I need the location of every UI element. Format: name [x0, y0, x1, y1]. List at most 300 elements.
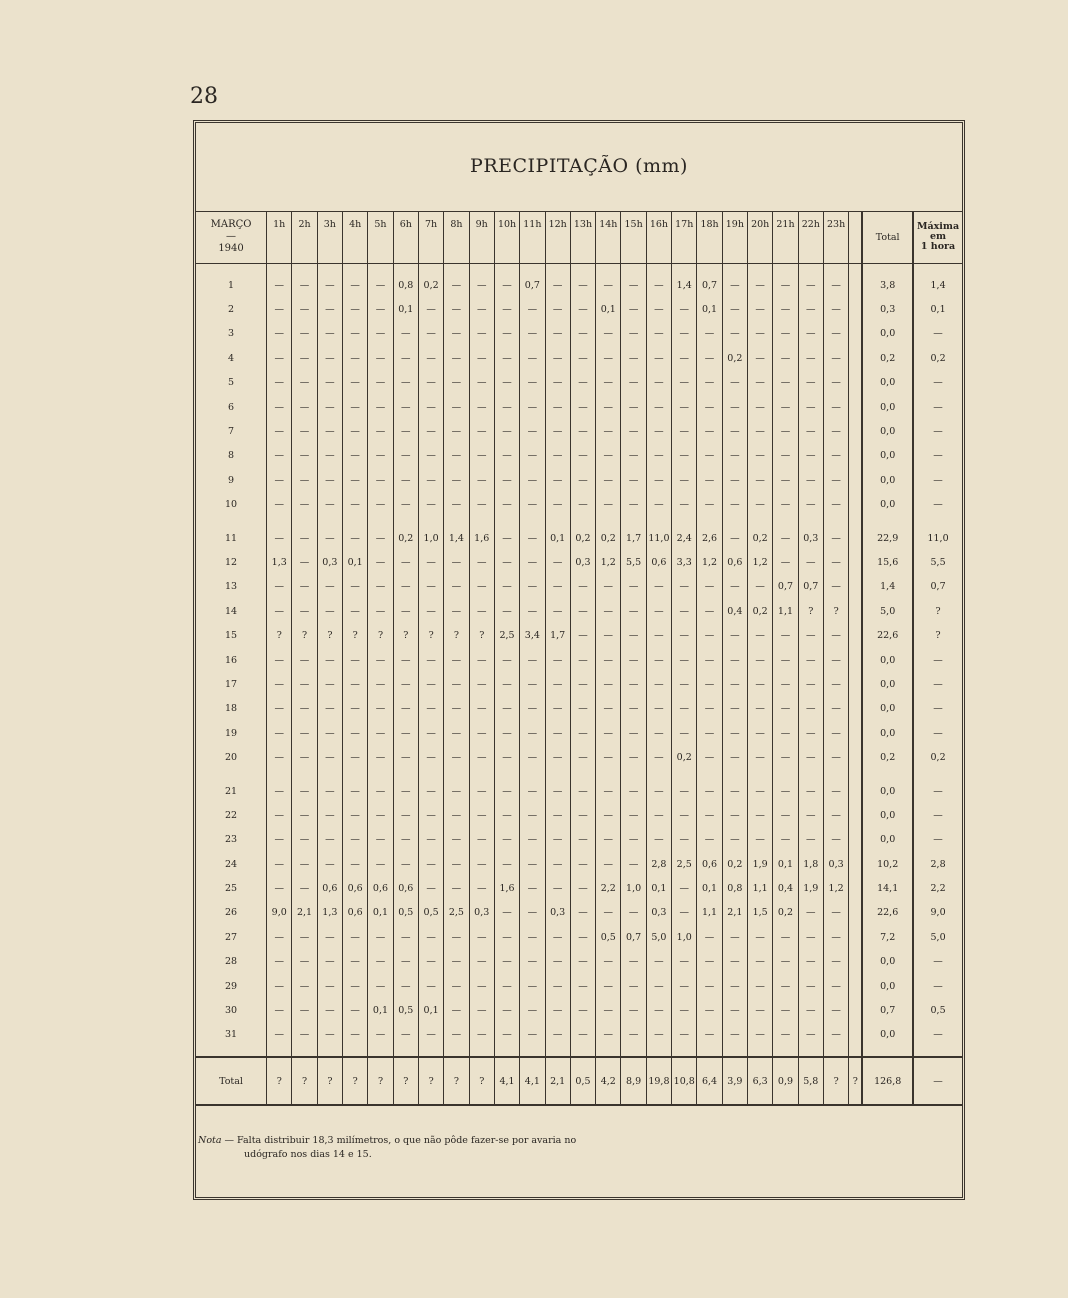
hour-value-cell: —: [748, 803, 773, 827]
hour-value-cell: —: [267, 599, 292, 623]
hour-value-cell: —: [748, 925, 773, 949]
hour-value-cell: —: [469, 779, 494, 803]
hour-header: 11h: [520, 211, 545, 264]
extra-cell: [849, 697, 862, 721]
hour-value-cell: —: [292, 745, 317, 769]
hour-value-cell: —: [570, 925, 595, 949]
hour-value-cell: —: [672, 950, 697, 974]
hour-value-cell: —: [672, 803, 697, 827]
hour-value-cell: —: [418, 322, 443, 346]
table-row: [196, 745, 962, 769]
day-max-cell: —: [913, 828, 962, 852]
day-cell: 27: [224, 931, 238, 943]
hour-value-cell: —: [418, 672, 443, 696]
table-row: [196, 468, 962, 492]
hour-value-cell: —: [798, 297, 823, 321]
hour-value-cell: —: [722, 828, 747, 852]
hour-value-cell: —: [317, 444, 342, 468]
hour-value-cell: 1,3: [317, 901, 342, 925]
hour-value-cell: 0,6: [368, 876, 393, 900]
hour-value-cell: —: [621, 346, 646, 370]
hour-value-cell: —: [545, 273, 570, 297]
hour-value-cell: —: [317, 745, 342, 769]
spacer-cell: [520, 517, 545, 526]
hour-value-cell: 11,0: [646, 526, 671, 550]
hour-value-cell: 0,7: [621, 925, 646, 949]
hour-value-cell: —: [469, 371, 494, 395]
hour-value-cell: 9,0: [267, 901, 292, 925]
hour-value-cell: —: [823, 721, 848, 745]
hour-value-cell: —: [444, 575, 469, 599]
hour-value-cell: —: [646, 371, 671, 395]
hour-value-cell: —: [520, 1023, 545, 1047]
hour-value-cell: —: [697, 803, 722, 827]
spacer-cell: [621, 1047, 646, 1057]
hour-value-cell: 0,2: [393, 526, 418, 550]
hour-value-cell: —: [646, 1023, 671, 1047]
hour-value-cell: —: [722, 648, 747, 672]
totals-label: Total: [196, 1057, 267, 1105]
extra-cell: [849, 852, 862, 876]
day-cell: 20: [224, 752, 238, 764]
hour-value-cell: 1,0: [672, 925, 697, 949]
hour-value-cell: —: [267, 925, 292, 949]
hour-value-cell: —: [418, 575, 443, 599]
hour-value-cell: —: [748, 721, 773, 745]
hour-value-cell: —: [621, 672, 646, 696]
hour-value-cell: —: [646, 779, 671, 803]
hour-value-cell: 0,3: [646, 901, 671, 925]
hour-value-cell: —: [697, 575, 722, 599]
hour-value-cell: —: [621, 444, 646, 468]
extra-cell: [849, 779, 862, 803]
hour-value-cell: —: [773, 721, 798, 745]
hour-value-cell: —: [418, 297, 443, 321]
hour-value-cell: —: [823, 322, 848, 346]
hour-value-cell: —: [823, 745, 848, 769]
hour-value-cell: —: [494, 419, 519, 443]
hour-value-cell: —: [545, 1023, 570, 1047]
hour-value-cell: —: [823, 950, 848, 974]
extra-cell: [849, 623, 862, 647]
hour-value-cell: —: [672, 779, 697, 803]
hour-value-cell: —: [773, 974, 798, 998]
hour-value-cell: —: [494, 721, 519, 745]
hour-value-cell: —: [292, 273, 317, 297]
hour-value-cell: 2,5: [494, 623, 519, 647]
hour-value-cell: —: [317, 648, 342, 672]
hour-value-cell: —: [748, 371, 773, 395]
hour-value-cell: 0,5: [393, 901, 418, 925]
hour-value-cell: —: [773, 925, 798, 949]
page-number: 28: [190, 84, 218, 109]
hour-value-cell: —: [469, 998, 494, 1022]
hour-value-cell: —: [621, 803, 646, 827]
hour-value-cell: —: [444, 852, 469, 876]
hour-value-cell: —: [393, 444, 418, 468]
hour-value-cell: —: [722, 925, 747, 949]
hour-value-cell: —: [798, 322, 823, 346]
hour-value-cell: —: [520, 672, 545, 696]
max-header-line: em: [930, 231, 947, 242]
hour-value-cell: —: [773, 444, 798, 468]
spacer-cell: [545, 1047, 570, 1057]
spacer-cell: [798, 517, 823, 526]
hour-value-cell: —: [267, 297, 292, 321]
spacer-cell: [849, 264, 862, 274]
hour-value-cell: —: [393, 745, 418, 769]
extra-cell: [849, 444, 862, 468]
hour-value-cell: —: [494, 395, 519, 419]
hour-value-cell: 3,4: [520, 623, 545, 647]
hour-value-cell: —: [520, 721, 545, 745]
table-row: [196, 297, 962, 321]
hour-header: 13h: [570, 211, 595, 264]
hour-value-cell: —: [292, 974, 317, 998]
day-max-cell: —: [913, 395, 962, 419]
table-row: [196, 672, 962, 696]
hour-value-cell: —: [444, 599, 469, 623]
hour-value-cell: —: [823, 998, 848, 1022]
total-hour-cell: ?: [418, 1057, 443, 1105]
hour-value-cell: —: [520, 493, 545, 517]
hour-value-cell: —: [469, 803, 494, 827]
hour-value-cell: —: [798, 346, 823, 370]
day-max-cell: 2,8: [913, 852, 962, 876]
hour-value-cell: —: [672, 721, 697, 745]
hour-value-cell: —: [722, 493, 747, 517]
hour-value-cell: —: [520, 745, 545, 769]
hour-value-cell: —: [494, 526, 519, 550]
hour-value-cell: 0,1: [418, 998, 443, 1022]
day-cell: 3: [228, 328, 235, 340]
hour-value-cell: —: [469, 468, 494, 492]
spacer-cell: [292, 1047, 317, 1057]
total-hour-cell: ?: [343, 1057, 368, 1105]
hour-value-cell: —: [798, 803, 823, 827]
hour-value-cell: —: [368, 721, 393, 745]
hour-value-cell: —: [292, 322, 317, 346]
hour-value-cell: —: [317, 526, 342, 550]
hour-value-cell: —: [520, 322, 545, 346]
hour-value-cell: —: [646, 803, 671, 827]
day-total-cell: 0,2: [862, 745, 913, 769]
hour-header: 5h: [368, 211, 393, 264]
day-cell: 26: [224, 907, 238, 919]
hour-value-cell: —: [418, 599, 443, 623]
hour-value-cell: —: [722, 371, 747, 395]
day-max-cell: ?: [913, 599, 962, 623]
hour-value-cell: —: [596, 803, 621, 827]
hour-value-cell: —: [469, 297, 494, 321]
hour-value-cell: —: [545, 419, 570, 443]
hour-value-cell: —: [697, 974, 722, 998]
hour-value-cell: —: [722, 419, 747, 443]
hour-value-cell: —: [823, 1023, 848, 1047]
day-cell: 30: [224, 1005, 238, 1017]
hour-value-cell: —: [317, 346, 342, 370]
day-max-cell: —: [913, 1023, 962, 1047]
hour-value-cell: —: [267, 779, 292, 803]
hour-value-cell: —: [267, 526, 292, 550]
hour-value-cell: —: [798, 623, 823, 647]
hour-value-cell: —: [317, 468, 342, 492]
hour-value-cell: ?: [267, 623, 292, 647]
hour-value-cell: —: [520, 419, 545, 443]
hour-value-cell: —: [393, 697, 418, 721]
hour-value-cell: —: [570, 779, 595, 803]
hour-value-cell: —: [393, 779, 418, 803]
day-cell: 15: [224, 630, 238, 642]
hour-value-cell: —: [317, 575, 342, 599]
hour-value-cell: —: [317, 852, 342, 876]
hour-value-cell: —: [494, 444, 519, 468]
hour-value-cell: 0,2: [596, 526, 621, 550]
grand-total-cell: 126,8: [862, 1057, 913, 1105]
extra-cell: [849, 468, 862, 492]
spacer-cell: [646, 264, 671, 274]
hour-value-cell: —: [773, 371, 798, 395]
hour-value-cell: —: [343, 526, 368, 550]
hour-value-cell: —: [469, 322, 494, 346]
hour-value-cell: —: [444, 672, 469, 696]
hour-value-cell: —: [393, 925, 418, 949]
hour-value-cell: —: [697, 599, 722, 623]
hour-value-cell: 1,2: [596, 550, 621, 574]
hour-value-cell: —: [773, 697, 798, 721]
hour-value-cell: —: [520, 648, 545, 672]
hour-value-cell: —: [494, 852, 519, 876]
extra-cell: [849, 901, 862, 925]
hour-value-cell: —: [368, 697, 393, 721]
hour-value-cell: —: [393, 950, 418, 974]
day-max-cell: 0,5: [913, 998, 962, 1022]
hour-value-cell: —: [292, 493, 317, 517]
hour-value-cell: 0,2: [722, 852, 747, 876]
hour-value-cell: —: [722, 444, 747, 468]
hour-value-cell: —: [343, 599, 368, 623]
hour-value-cell: —: [722, 575, 747, 599]
hour-value-cell: —: [317, 950, 342, 974]
hour-value-cell: —: [267, 648, 292, 672]
spacer-cell: [570, 264, 595, 274]
hour-value-cell: —: [444, 297, 469, 321]
day-max-cell: —: [913, 974, 962, 998]
hour-value-cell: —: [748, 273, 773, 297]
hour-value-cell: —: [672, 297, 697, 321]
hour-value-cell: —: [444, 371, 469, 395]
hour-value-cell: 0,1: [697, 297, 722, 321]
day-max-cell: —: [913, 672, 962, 696]
hour-value-cell: —: [748, 1023, 773, 1047]
hour-value-cell: —: [368, 493, 393, 517]
hour-value-cell: —: [773, 297, 798, 321]
spacer-cell: [773, 770, 798, 779]
hour-value-cell: —: [798, 925, 823, 949]
extra-cell: [849, 322, 862, 346]
spacer-cell: [317, 770, 342, 779]
hour-value-cell: —: [343, 322, 368, 346]
hour-value-cell: 0,8: [393, 273, 418, 297]
hour-value-cell: —: [267, 745, 292, 769]
hour-value-cell: —: [368, 444, 393, 468]
spacer-cell: [849, 770, 862, 779]
hour-value-cell: —: [672, 998, 697, 1022]
spacer-cell: [646, 517, 671, 526]
hour-value-cell: —: [596, 852, 621, 876]
hour-value-cell: —: [418, 828, 443, 852]
extra-cell: [849, 745, 862, 769]
hour-value-cell: —: [646, 575, 671, 599]
hour-value-cell: 1,9: [798, 876, 823, 900]
hour-value-cell: 1,8: [798, 852, 823, 876]
hour-value-cell: —: [393, 322, 418, 346]
hour-value-cell: —: [596, 322, 621, 346]
hour-value-cell: —: [621, 297, 646, 321]
hour-value-cell: 1,0: [418, 526, 443, 550]
hour-value-cell: —: [798, 745, 823, 769]
hour-value-cell: —: [368, 322, 393, 346]
hour-value-cell: —: [267, 395, 292, 419]
spacer-cell: [748, 1047, 773, 1057]
hour-value-cell: —: [545, 550, 570, 574]
spacer-cell: [621, 770, 646, 779]
total-hour-cell: 10,8: [672, 1057, 697, 1105]
total-hour-cell: 2,1: [545, 1057, 570, 1105]
hour-value-cell: 1,7: [621, 526, 646, 550]
spacer-cell: [545, 264, 570, 274]
hour-value-cell: —: [343, 371, 368, 395]
hour-value-cell: —: [418, 852, 443, 876]
table-row: [196, 371, 962, 395]
hour-value-cell: 0,1: [343, 550, 368, 574]
month-dash: —: [226, 231, 237, 242]
spacer-cell: [913, 770, 962, 779]
hour-value-cell: —: [520, 371, 545, 395]
spacer-cell: [697, 517, 722, 526]
hour-value-cell: —: [469, 974, 494, 998]
hour-value-cell: —: [697, 828, 722, 852]
table-row: [196, 852, 962, 876]
hour-value-cell: —: [418, 697, 443, 721]
hour-value-cell: —: [444, 648, 469, 672]
spacer-cell: [862, 264, 913, 274]
spacer-cell: [773, 264, 798, 274]
table-row: [196, 395, 962, 419]
hour-value-cell: —: [570, 901, 595, 925]
hour-value-cell: —: [418, 468, 443, 492]
hour-value-cell: —: [596, 623, 621, 647]
hour-value-cell: —: [545, 346, 570, 370]
hour-value-cell: —: [748, 419, 773, 443]
hour-value-cell: —: [368, 648, 393, 672]
hour-value-cell: 1,2: [748, 550, 773, 574]
day-max-cell: 0,2: [913, 346, 962, 370]
hour-value-cell: —: [343, 493, 368, 517]
spacer-cell: [469, 1047, 494, 1057]
hour-value-cell: —: [596, 395, 621, 419]
hour-value-cell: —: [773, 1023, 798, 1047]
spacer-cell: [823, 517, 848, 526]
hour-value-cell: —: [494, 901, 519, 925]
day-total-cell: 0,0: [862, 974, 913, 998]
hour-value-cell: —: [469, 950, 494, 974]
table-row: [196, 697, 962, 721]
hour-value-cell: —: [444, 322, 469, 346]
spacer-cell: [196, 770, 267, 779]
hour-value-cell: —: [393, 974, 418, 998]
table-row: [196, 346, 962, 370]
day-total-cell: 22,6: [862, 623, 913, 647]
hour-value-cell: —: [596, 1023, 621, 1047]
spacer-row: [196, 264, 962, 274]
hour-value-cell: —: [773, 526, 798, 550]
hour-value-cell: —: [570, 721, 595, 745]
hour-header: 2h: [292, 211, 317, 264]
spacer-cell: [913, 517, 962, 526]
hour-value-cell: —: [393, 550, 418, 574]
hour-value-cell: —: [596, 575, 621, 599]
hour-value-cell: —: [418, 950, 443, 974]
hour-value-cell: —: [823, 493, 848, 517]
hour-value-cell: —: [494, 273, 519, 297]
hour-value-cell: —: [418, 1023, 443, 1047]
hour-value-cell: —: [672, 346, 697, 370]
hour-value-cell: ?: [798, 599, 823, 623]
hour-value-cell: —: [748, 575, 773, 599]
spacer-cell: [494, 770, 519, 779]
hour-value-cell: 3,3: [672, 550, 697, 574]
spacer-cell: [520, 770, 545, 779]
max-header-line: Máxima: [916, 221, 960, 232]
hour-value-cell: —: [621, 901, 646, 925]
hour-value-cell: —: [798, 648, 823, 672]
hour-value-cell: —: [343, 1023, 368, 1047]
day-cell: 17: [224, 678, 238, 690]
hour-value-cell: —: [292, 371, 317, 395]
hour-value-cell: —: [343, 672, 368, 696]
hour-value-cell: —: [748, 493, 773, 517]
hour-value-cell: 0,7: [773, 575, 798, 599]
spacer-cell: [646, 770, 671, 779]
hour-value-cell: —: [317, 828, 342, 852]
hour-value-cell: —: [444, 444, 469, 468]
hour-value-cell: —: [545, 974, 570, 998]
hour-value-cell: —: [267, 468, 292, 492]
hour-value-cell: —: [292, 697, 317, 721]
hour-value-cell: —: [823, 395, 848, 419]
spacer-cell: [469, 264, 494, 274]
day-cell: 19: [224, 727, 238, 739]
hour-value-cell: —: [292, 672, 317, 696]
day-max-cell: 5,5: [913, 550, 962, 574]
hour-value-cell: —: [368, 672, 393, 696]
spacer-cell: [444, 1047, 469, 1057]
total-hour-cell: ?: [469, 1057, 494, 1105]
hour-value-cell: —: [621, 322, 646, 346]
hour-value-cell: —: [292, 575, 317, 599]
hour-value-cell: —: [545, 779, 570, 803]
hour-value-cell: 0,2: [748, 526, 773, 550]
hour-value-cell: —: [469, 721, 494, 745]
hour-value-cell: —: [343, 925, 368, 949]
hour-value-cell: —: [621, 599, 646, 623]
day-cell: 18: [224, 703, 238, 715]
hour-value-cell: —: [393, 1023, 418, 1047]
hour-value-cell: —: [621, 779, 646, 803]
hour-value-cell: —: [646, 273, 671, 297]
table-row: [196, 828, 962, 852]
